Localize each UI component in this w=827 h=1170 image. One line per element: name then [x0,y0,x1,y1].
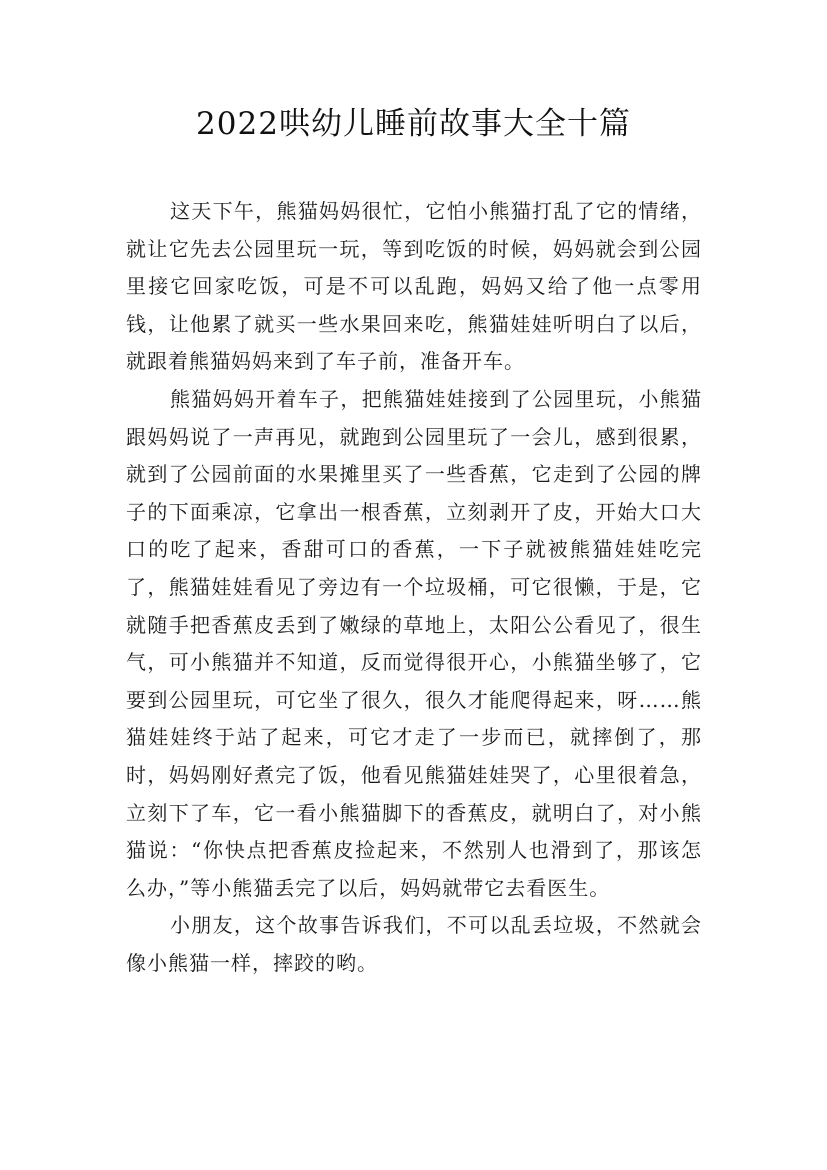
paragraph-1: 这天下午，熊猫妈妈很忙，它怕小熊猫打乱了它的情绪，就让它先去公园里玩一玩，等到吃饭的时候，妈妈就会到公园里接它回家吃饭，可是不可以乱跑，妈妈又给了他一点零用钱，让他累了就买一些水果回来吃，熊猫娃娃听明白了以后，就跟着熊猫妈妈来到了车子前，准备开车。 [126,199,702,374]
paragraph-3: 小朋友，这个故事告诉我们，不可以乱丢垃圾，不然就会像小熊猫一样，摔跤的哟。 [126,913,702,975]
paragraph-2: 熊猫妈妈开着车子，把熊猫娃娃接到了公园里玩，小熊猫跟妈妈说了一声再见，就跑到公园里玩了一会儿，感到很累，就到了公园前面的水果摊里买了一些香蕉，它走到了公园的牌子的下面乘凉，它拿出一根香蕉，立刻剥开了皮，开始大口大口的吃了起来，香甜可口的香蕉，一下子就被熊猫娃娃吃完了，熊猫娃娃看见了旁边有一个垃圾桶，可它很懒，于是，它就随手把香蕉皮丢到了嫩绿的草地上，太阳公公看见了，很生气，可小熊猫并不知道，反而觉得很开心，小熊猫坐够了，它要到公园里玩，可它坐了很久，很久才能爬得起来，呀……熊猫娃娃终于站了起来，可它才走了一步而已，就摔倒了，那时，妈妈刚好煮完了饭，他看见熊猫娃娃哭了，心里很着急，立刻下了车，它一看小熊猫脚下的香蕉皮，就明白了，对小熊猫说：“你快点把香蕉皮捡起来，不然别人也滑到了，那该怎么办，”等小熊猫丢完了以后，妈妈就带它去看医生。 [126,386,702,900]
document-body [126,193,702,982]
document-title: 2022哄幼儿睡前故事大全十篇 [196,106,631,142]
